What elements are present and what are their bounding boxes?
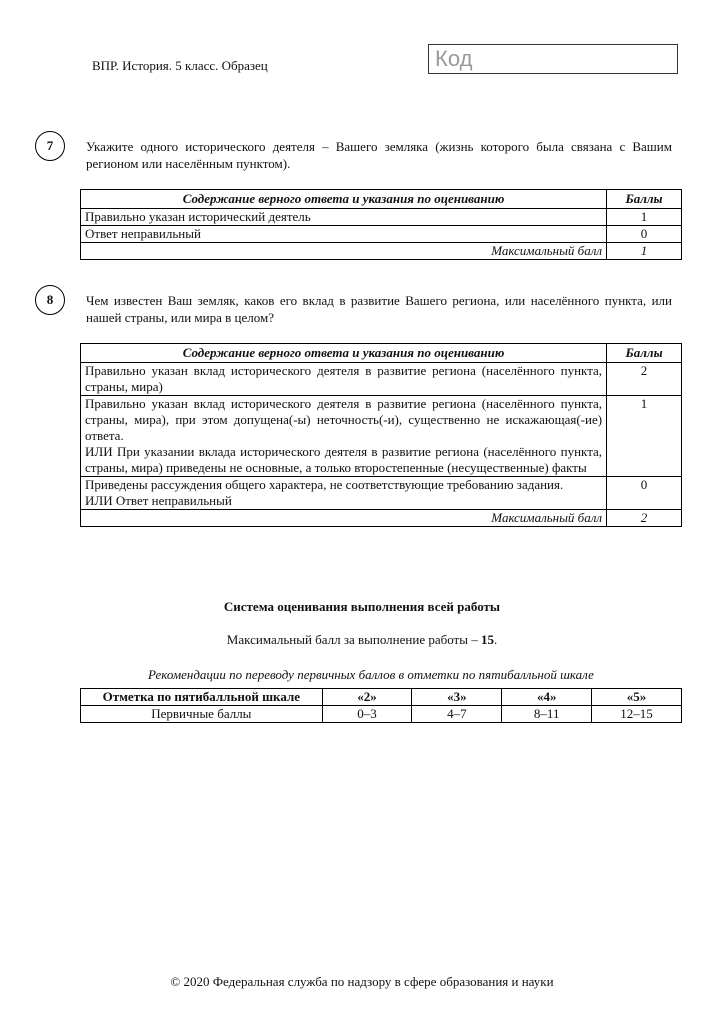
grade-cell: «2»: [322, 689, 412, 706]
grade-cell: «5»: [592, 689, 682, 706]
question-8-text: Чем известен Ваш земляк, каков его вклад в развитие Вашего региона, или населённого пункта, или нашей страны, или мира в целом?: [86, 293, 672, 325]
criterion-text: Правильно указан исторический деятель: [81, 209, 607, 226]
max-score-value: 1: [607, 243, 682, 260]
question-8-number: 8: [35, 285, 65, 315]
score-range-cell: 12–15: [592, 706, 682, 723]
table-row: [81, 477, 682, 510]
question-7-text: Укажите одного исторического деятеля – Вашего земляка (жизнь которого была связана с Вашим регионом или населённым пунктом).: [86, 139, 672, 171]
total-max-score: [0, 632, 724, 648]
table-row: [81, 226, 682, 243]
assessment-system-title: Система оценивания выполнения всей работы: [223, 599, 501, 614]
max-score-row: [81, 243, 682, 260]
score-range-cell: 8–11: [502, 706, 592, 723]
criterion-text-part-b: ИЛИ При указании вклада исторического деятеля в развитие региона (населённого пункта, страны, мира) приведены не основные, а только второстепенные (несущественные) факты: [85, 444, 603, 475]
criterion-text-part-b: ИЛИ Ответ неправильный: [85, 493, 232, 508]
criterion-text: Ответ неправильный: [81, 226, 607, 243]
table-header-row: [81, 190, 682, 209]
criterion-text: [81, 477, 607, 510]
score-range-cell: 0–3: [322, 706, 412, 723]
grade-cell: «3»: [412, 689, 502, 706]
max-score-label: Максимальный балл: [81, 510, 607, 527]
conversion-recommendation: Рекомендации по переводу первичных баллов в отметки по пятибалльной шкале: [148, 667, 594, 682]
criterion-points: 0: [607, 226, 682, 243]
total-max-score-text: Максимальный балл за выполнение работы –: [226, 632, 481, 647]
column-header-points: Баллы: [607, 344, 682, 363]
column-header-points: Баллы: [607, 190, 682, 209]
criterion-points: 1: [607, 209, 682, 226]
question-8-scoring-table: [80, 343, 682, 527]
table-row: [81, 396, 682, 477]
grade-cell: «4»: [502, 689, 592, 706]
total-max-score-value: 15: [480, 632, 494, 647]
code-field[interactable]: [428, 44, 678, 74]
criterion-points: 0: [607, 477, 682, 510]
primary-score-label: Первичные баллы: [81, 706, 323, 723]
code-label: Код: [435, 46, 473, 71]
criterion-text: Правильно указан вклад исторического деятеля в развитие региона (населённого пункта, страны, мира): [81, 363, 607, 396]
table-row: [81, 363, 682, 396]
column-header-content: Содержание верного ответа и указания по оцениванию: [81, 344, 607, 363]
max-score-value: 2: [607, 510, 682, 527]
primary-score-row: [81, 706, 682, 723]
score-range-cell: 4–7: [412, 706, 502, 723]
document-header-title: ВПР. История. 5 класс. Образец: [92, 58, 268, 73]
criterion-points: 2: [607, 363, 682, 396]
copyright-footer: © 2020 Федеральная служба по надзору в сфере образования и науки: [170, 974, 554, 989]
max-score-label: Максимальный балл: [81, 243, 607, 260]
criterion-text: [81, 396, 607, 477]
criterion-text-part-a: Приведены рассуждения общего характера, не соответствующие требованию задания.: [85, 477, 564, 492]
grade-header-label: Отметка по пятибалльной шкале: [81, 689, 323, 706]
question-7-scoring-table: [80, 189, 682, 260]
column-header-content: Содержание верного ответа и указания по оцениванию: [81, 190, 607, 209]
grade-header-row: [81, 689, 682, 706]
criterion-points: 1: [607, 396, 682, 477]
total-max-score-end: .: [493, 632, 498, 647]
table-header-row: [81, 344, 682, 363]
max-score-row: [81, 510, 682, 527]
criterion-text-part-a: Правильно указан вклад исторического деятеля в развитие региона (населённого пункта, страны, мира), при этом допущена(-ы) неточность(-и), существенно не искажающая(-ие) ответа.: [85, 396, 603, 443]
table-row: [81, 209, 682, 226]
grade-conversion-table: [80, 688, 682, 723]
question-7-number: 7: [35, 131, 65, 161]
